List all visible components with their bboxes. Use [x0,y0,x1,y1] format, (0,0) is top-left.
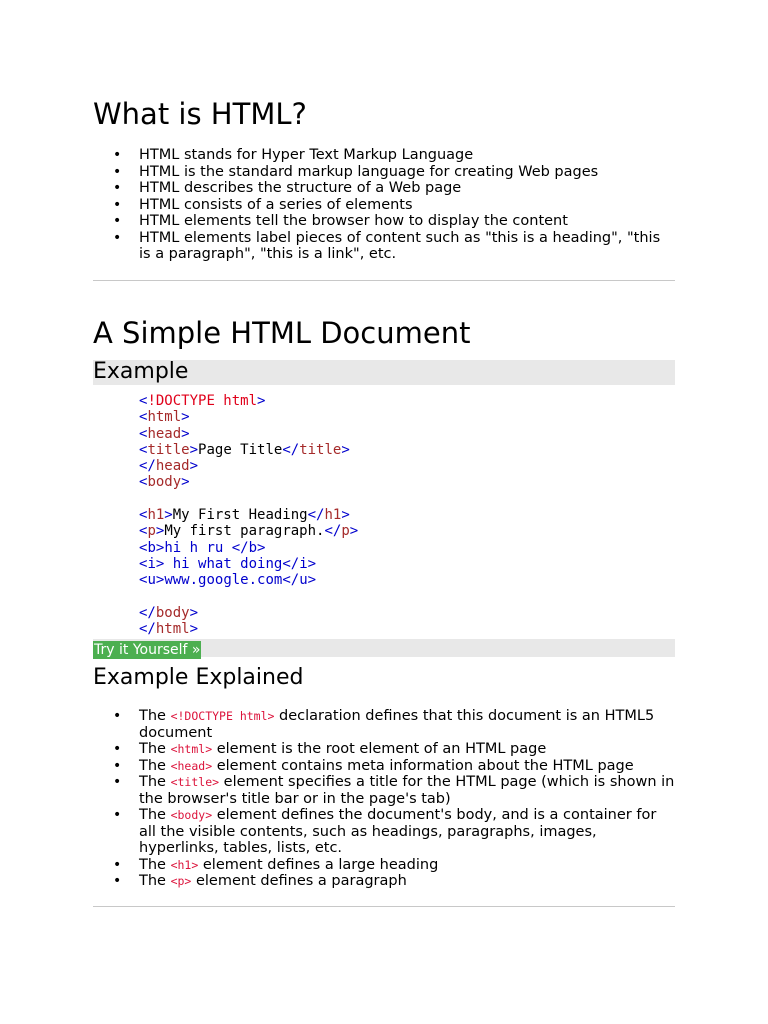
code-line: <!DOCTYPE html> [139,393,266,409]
heading-example-explained: Example Explained [93,665,304,690]
heading-simple-html-document: A Simple HTML Document [93,316,471,350]
list-item [93,197,675,214]
code-line: <i> hi what doing</i> [139,555,317,572]
code-line: <head> [139,425,190,442]
list-item [93,230,675,263]
list-item [93,807,675,857]
code-line: </body> [139,604,199,621]
code-line: <title>Page Title</title> [139,441,350,458]
bullet-icon: • [113,180,122,196]
bullet-icon: • [113,741,122,757]
list-item [93,147,675,164]
code-example [139,393,358,637]
code-line [139,491,358,507]
list-item [93,774,675,807]
item-description: element is the root element of an HTML page [212,741,547,757]
example-explained-list [93,708,675,890]
list-item-text: HTML describes the structure of a Web page [139,180,462,196]
bullet-icon: • [113,229,122,246]
what-is-html-list [93,147,675,263]
list-item-text: HTML is the standard markup language for creating Web pages [139,163,599,180]
code-line: <u>www.google.com</u> [139,572,317,589]
item-prefix: The [139,774,171,790]
try-it-row [93,639,675,657]
bullet-icon: • [113,213,122,229]
list-item [93,758,675,775]
inline-code-tag: <h1> [170,857,199,872]
bullet-icon: • [113,856,122,873]
item-prefix: The [139,741,171,757]
bullet-icon: • [113,163,122,180]
inline-code-tag: <title> [170,775,220,789]
code-line: </html> [139,621,199,638]
bullet-icon: • [113,807,122,823]
example-label: Example [93,359,189,384]
list-item [93,180,675,197]
bullet-icon: • [113,774,122,790]
code-line: </head> [139,458,199,475]
list-item [93,857,675,874]
bullet-icon: • [113,147,122,163]
inline-code-tag: <html> [170,742,213,756]
item-prefix: The [139,873,171,889]
list-item-text: HTML stands for Hyper Text Markup Language [139,147,474,163]
list-item [93,164,675,181]
bullet-icon: • [113,757,122,774]
inline-code-tag: <body> [170,808,213,822]
divider [93,280,675,281]
bullet-icon: • [113,708,122,724]
item-description: element contains meta information about the HTML page [212,757,634,774]
item-description: element defines a paragraph [191,873,407,889]
code-line: <b>hi h ru </b> [139,539,266,556]
try-it-yourself-button[interactable]: Try it Yourself » [94,642,201,658]
code-line: <p>My first paragraph.</p> [139,523,359,540]
list-item [93,873,675,890]
code-line: <h1>My First Heading</h1> [139,507,350,524]
item-description: element defines a large heading [198,856,439,873]
list-item [93,708,675,741]
code-line: <body> [139,474,190,491]
list-item-text: HTML elements tell the browser how to display the content [139,213,568,229]
item-description: element defines the document's body, and is a container for all the visible contents, such as headings, paragraphs, images, hyperlinks, tables, lists, etc. [139,807,657,856]
item-prefix: The [139,757,171,774]
item-prefix: The [139,856,171,873]
list-item [93,741,675,758]
item-description: declaration defines that this document is an HTML5 document [139,708,655,741]
inline-code-tag: <!DOCTYPE html> [170,709,275,723]
inline-code-tag: <p> [170,874,192,888]
code-line: <html> [139,409,190,426]
code-line [139,589,358,605]
inline-code-tag: <head> [170,758,213,773]
bullet-icon: • [113,873,122,889]
heading-what-is-html: What is HTML? [93,97,307,131]
item-description: element specifies a title for the HTML page (which is shown in the browser's title bar or in the page's tab) [139,774,675,807]
example-header-bar [93,360,675,385]
list-item-text: HTML consists of a series of elements [139,196,413,213]
list-item-text: HTML elements label pieces of content such as "this is a heading", "this is a paragraph", "this is a link", etc. [139,229,661,262]
item-prefix: The [139,708,171,724]
bullet-icon: • [113,196,122,213]
item-prefix: The [139,807,171,823]
list-item [93,213,675,230]
divider [93,906,675,907]
